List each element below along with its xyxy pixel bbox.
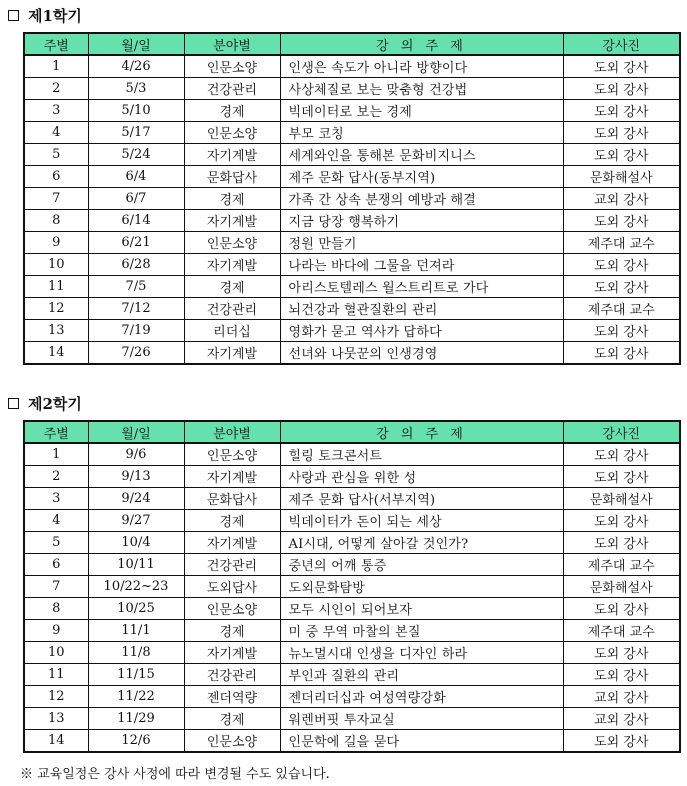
cell-date: 10/22~23 <box>88 576 184 598</box>
table-row <box>24 78 680 100</box>
cell-week: 8 <box>24 210 88 232</box>
cell-field: 자기계발 <box>184 342 280 365</box>
table-row <box>24 532 680 554</box>
cell-topic: 미 중 무역 마찰의 본질 <box>280 620 563 642</box>
cell-date: 6/7 <box>88 188 184 210</box>
cell-field: 경제 <box>184 510 280 532</box>
cell-week: 14 <box>24 730 88 753</box>
table-row <box>24 554 680 576</box>
semester2-title <box>8 392 82 414</box>
cell-lecturer: 도외 강사 <box>563 144 680 166</box>
cell-topic: 사상체질로 보는 맞춤형 건강법 <box>280 78 563 100</box>
cell-date: 7/26 <box>88 342 184 365</box>
table-row <box>24 144 680 166</box>
cell-topic: 인생은 속도가 아니라 방향이다 <box>280 55 563 78</box>
cell-topic: 뉴노멀시대 인생을 디자인 하라 <box>280 642 563 664</box>
cell-lecturer: 도외 강사 <box>563 342 680 365</box>
table-row <box>24 320 680 342</box>
cell-topic: 정원 만들기 <box>280 232 563 254</box>
table-row <box>24 576 680 598</box>
cell-lecturer: 제주대 교수 <box>563 232 680 254</box>
cell-field: 자기계발 <box>184 466 280 488</box>
cell-lecturer: 문화해설사 <box>563 488 680 510</box>
cell-field: 건강관리 <box>184 554 280 576</box>
cell-date: 7/12 <box>88 298 184 320</box>
cell-lecturer: 도외 강사 <box>563 320 680 342</box>
cell-lecturer: 도외 강사 <box>563 210 680 232</box>
cell-topic: 나라는 바다에 그물을 던져라 <box>280 254 563 276</box>
semester2-title-text: 제2학기 <box>28 394 82 413</box>
cell-lecturer: 도외 강사 <box>563 466 680 488</box>
semester2-table <box>23 420 681 753</box>
table-row <box>24 298 680 320</box>
table-row <box>24 122 680 144</box>
cell-lecturer: 도외 강사 <box>563 55 680 78</box>
cell-week: 8 <box>24 598 88 620</box>
header-field: 분야별 <box>184 33 280 55</box>
cell-lecturer: 도외 강사 <box>563 122 680 144</box>
cell-field: 건강관리 <box>184 78 280 100</box>
table-row <box>24 443 680 466</box>
cell-lecturer: 도외 강사 <box>563 598 680 620</box>
cell-field: 경제 <box>184 708 280 730</box>
table-row <box>24 342 680 365</box>
cell-lecturer: 제주대 교수 <box>563 554 680 576</box>
cell-topic: 아리스토텔레스 월스트리트로 가다 <box>280 276 563 298</box>
table-row <box>24 664 680 686</box>
header-week: 주별 <box>24 421 88 443</box>
cell-field: 인문소양 <box>184 232 280 254</box>
header-field: 분야별 <box>184 421 280 443</box>
header-date: 월/일 <box>88 421 184 443</box>
cell-week: 5 <box>24 144 88 166</box>
table-row <box>24 210 680 232</box>
cell-lecturer: 도외 강사 <box>563 510 680 532</box>
cell-date: 5/3 <box>88 78 184 100</box>
cell-field: 젠더역량 <box>184 686 280 708</box>
cell-date: 11/8 <box>88 642 184 664</box>
cell-topic: 지금 당장 행복하기 <box>280 210 563 232</box>
cell-field: 문화답사 <box>184 166 280 188</box>
cell-lecturer: 문화해설사 <box>563 576 680 598</box>
cell-date: 10/4 <box>88 532 184 554</box>
table-row <box>24 100 680 122</box>
cell-week: 9 <box>24 232 88 254</box>
cell-topic: 도외문화탐방 <box>280 576 563 598</box>
cell-lecturer: 도외 강사 <box>563 78 680 100</box>
cell-week: 7 <box>24 188 88 210</box>
cell-lecturer: 교외 강사 <box>563 188 680 210</box>
cell-field: 경제 <box>184 276 280 298</box>
cell-lecturer: 도외 강사 <box>563 254 680 276</box>
cell-lecturer: 제주대 교수 <box>563 620 680 642</box>
cell-date: 12/6 <box>88 730 184 753</box>
cell-date: 6/4 <box>88 166 184 188</box>
footnote: ※ 교육일정은 강사 사정에 따라 변경될 수도 있습니다. <box>20 767 330 782</box>
cell-field: 건강관리 <box>184 298 280 320</box>
cell-week: 7 <box>24 576 88 598</box>
cell-date: 9/13 <box>88 466 184 488</box>
cell-field: 자기계발 <box>184 144 280 166</box>
table-row <box>24 166 680 188</box>
cell-lecturer: 도외 강사 <box>563 443 680 466</box>
cell-field: 인문소양 <box>184 443 280 466</box>
header-week: 주별 <box>24 33 88 55</box>
cell-topic: 부인과 질환의 관리 <box>280 664 563 686</box>
cell-field: 경제 <box>184 188 280 210</box>
cell-week: 1 <box>24 55 88 78</box>
cell-week: 11 <box>24 664 88 686</box>
cell-date: 5/10 <box>88 100 184 122</box>
cell-week: 1 <box>24 443 88 466</box>
cell-week: 3 <box>24 488 88 510</box>
header-topic: 강 의 주 제 <box>280 33 563 55</box>
cell-field: 인문소양 <box>184 730 280 753</box>
cell-field: 자기계발 <box>184 210 280 232</box>
table-row <box>24 254 680 276</box>
cell-field: 인문소양 <box>184 598 280 620</box>
cell-field: 리더십 <box>184 320 280 342</box>
cell-topic: 인문학에 길을 묻다 <box>280 730 563 753</box>
checkbox-square-icon <box>8 398 19 409</box>
cell-week: 13 <box>24 708 88 730</box>
cell-field: 도외답사 <box>184 576 280 598</box>
cell-date: 10/11 <box>88 554 184 576</box>
semester1-table <box>23 32 681 365</box>
cell-topic: 빅데이터로 보는 경제 <box>280 100 563 122</box>
cell-topic: 빅데이터가 돈이 되는 세상 <box>280 510 563 532</box>
table-row <box>24 55 680 78</box>
cell-week: 6 <box>24 554 88 576</box>
header-date: 월/일 <box>88 33 184 55</box>
table-row <box>24 708 680 730</box>
cell-week: 4 <box>24 122 88 144</box>
cell-lecturer: 제주대 교수 <box>563 298 680 320</box>
cell-week: 11 <box>24 276 88 298</box>
cell-lecturer: 도외 강사 <box>563 276 680 298</box>
cell-lecturer: 도외 강사 <box>563 100 680 122</box>
table-header-row <box>24 33 680 55</box>
cell-week: 14 <box>24 342 88 365</box>
cell-week: 4 <box>24 510 88 532</box>
cell-date: 9/27 <box>88 510 184 532</box>
cell-topic: 제주 문화 답사(동부지역) <box>280 166 563 188</box>
cell-week: 2 <box>24 78 88 100</box>
cell-date: 6/28 <box>88 254 184 276</box>
cell-date: 11/1 <box>88 620 184 642</box>
cell-week: 9 <box>24 620 88 642</box>
cell-date: 9/6 <box>88 443 184 466</box>
cell-date: 5/24 <box>88 144 184 166</box>
table-row <box>24 642 680 664</box>
table-row <box>24 276 680 298</box>
cell-field: 경제 <box>184 100 280 122</box>
cell-week: 10 <box>24 254 88 276</box>
cell-date: 11/29 <box>88 708 184 730</box>
cell-date: 6/14 <box>88 210 184 232</box>
table-row <box>24 188 680 210</box>
cell-field: 문화답사 <box>184 488 280 510</box>
cell-topic: 모두 시인이 되어보자 <box>280 598 563 620</box>
cell-field: 인문소양 <box>184 55 280 78</box>
cell-date: 11/15 <box>88 664 184 686</box>
cell-week: 10 <box>24 642 88 664</box>
cell-week: 6 <box>24 166 88 188</box>
checkbox-square-icon <box>8 10 19 21</box>
cell-lecturer: 도외 강사 <box>563 730 680 753</box>
cell-date: 4/26 <box>88 55 184 78</box>
cell-field: 건강관리 <box>184 664 280 686</box>
cell-date: 7/5 <box>88 276 184 298</box>
cell-topic: 워렌버핏 투자교실 <box>280 708 563 730</box>
cell-lecturer: 교외 강사 <box>563 708 680 730</box>
semester1-title-text: 제1학기 <box>28 6 82 25</box>
cell-topic: 영화가 묻고 역사가 답하다 <box>280 320 563 342</box>
cell-topic: 젠더리더십과 여성역량강화 <box>280 686 563 708</box>
cell-field: 자기계발 <box>184 642 280 664</box>
cell-field: 자기계발 <box>184 254 280 276</box>
cell-lecturer: 도외 강사 <box>563 642 680 664</box>
cell-date: 9/24 <box>88 488 184 510</box>
header-lecturer: 강사진 <box>563 421 680 443</box>
cell-field: 자기계발 <box>184 532 280 554</box>
cell-lecturer: 문화해설사 <box>563 166 680 188</box>
table-row <box>24 232 680 254</box>
cell-week: 12 <box>24 298 88 320</box>
cell-field: 경제 <box>184 620 280 642</box>
cell-date: 6/21 <box>88 232 184 254</box>
header-topic: 강 의 주 제 <box>280 421 563 443</box>
cell-topic: 제주 문화 답사(서부지역) <box>280 488 563 510</box>
cell-topic: 사랑과 관심을 위한 성 <box>280 466 563 488</box>
cell-week: 13 <box>24 320 88 342</box>
cell-topic: 부모 코칭 <box>280 122 563 144</box>
table-row <box>24 598 680 620</box>
semester1-table-body <box>24 55 680 364</box>
semester2-table-body <box>24 443 680 752</box>
header-lecturer: 강사진 <box>563 33 680 55</box>
cell-date: 10/25 <box>88 598 184 620</box>
cell-lecturer: 도외 강사 <box>563 532 680 554</box>
semester1-title <box>8 4 82 26</box>
cell-topic: 힐링 토크콘서트 <box>280 443 563 466</box>
cell-week: 3 <box>24 100 88 122</box>
table-header-row <box>24 421 680 443</box>
cell-topic: 선녀와 나뭇꾼의 인생경영 <box>280 342 563 365</box>
cell-topic: AI시대, 어떻게 살아갈 것인가? <box>280 532 563 554</box>
cell-week: 2 <box>24 466 88 488</box>
cell-week: 5 <box>24 532 88 554</box>
cell-topic: 가족 간 상속 분쟁의 예방과 해결 <box>280 188 563 210</box>
table-row <box>24 730 680 753</box>
cell-topic: 뇌건강과 혈관질환의 관리 <box>280 298 563 320</box>
table-row <box>24 488 680 510</box>
cell-date: 5/17 <box>88 122 184 144</box>
table-row <box>24 686 680 708</box>
cell-date: 7/19 <box>88 320 184 342</box>
cell-week: 12 <box>24 686 88 708</box>
cell-field: 인문소양 <box>184 122 280 144</box>
cell-topic: 중년의 어깨 통증 <box>280 554 563 576</box>
table-row <box>24 620 680 642</box>
cell-date: 11/22 <box>88 686 184 708</box>
table-row <box>24 510 680 532</box>
cell-lecturer: 교외 강사 <box>563 686 680 708</box>
cell-lecturer: 도외 강사 <box>563 664 680 686</box>
cell-topic: 세계와인을 통해본 문화비지니스 <box>280 144 563 166</box>
table-row <box>24 466 680 488</box>
